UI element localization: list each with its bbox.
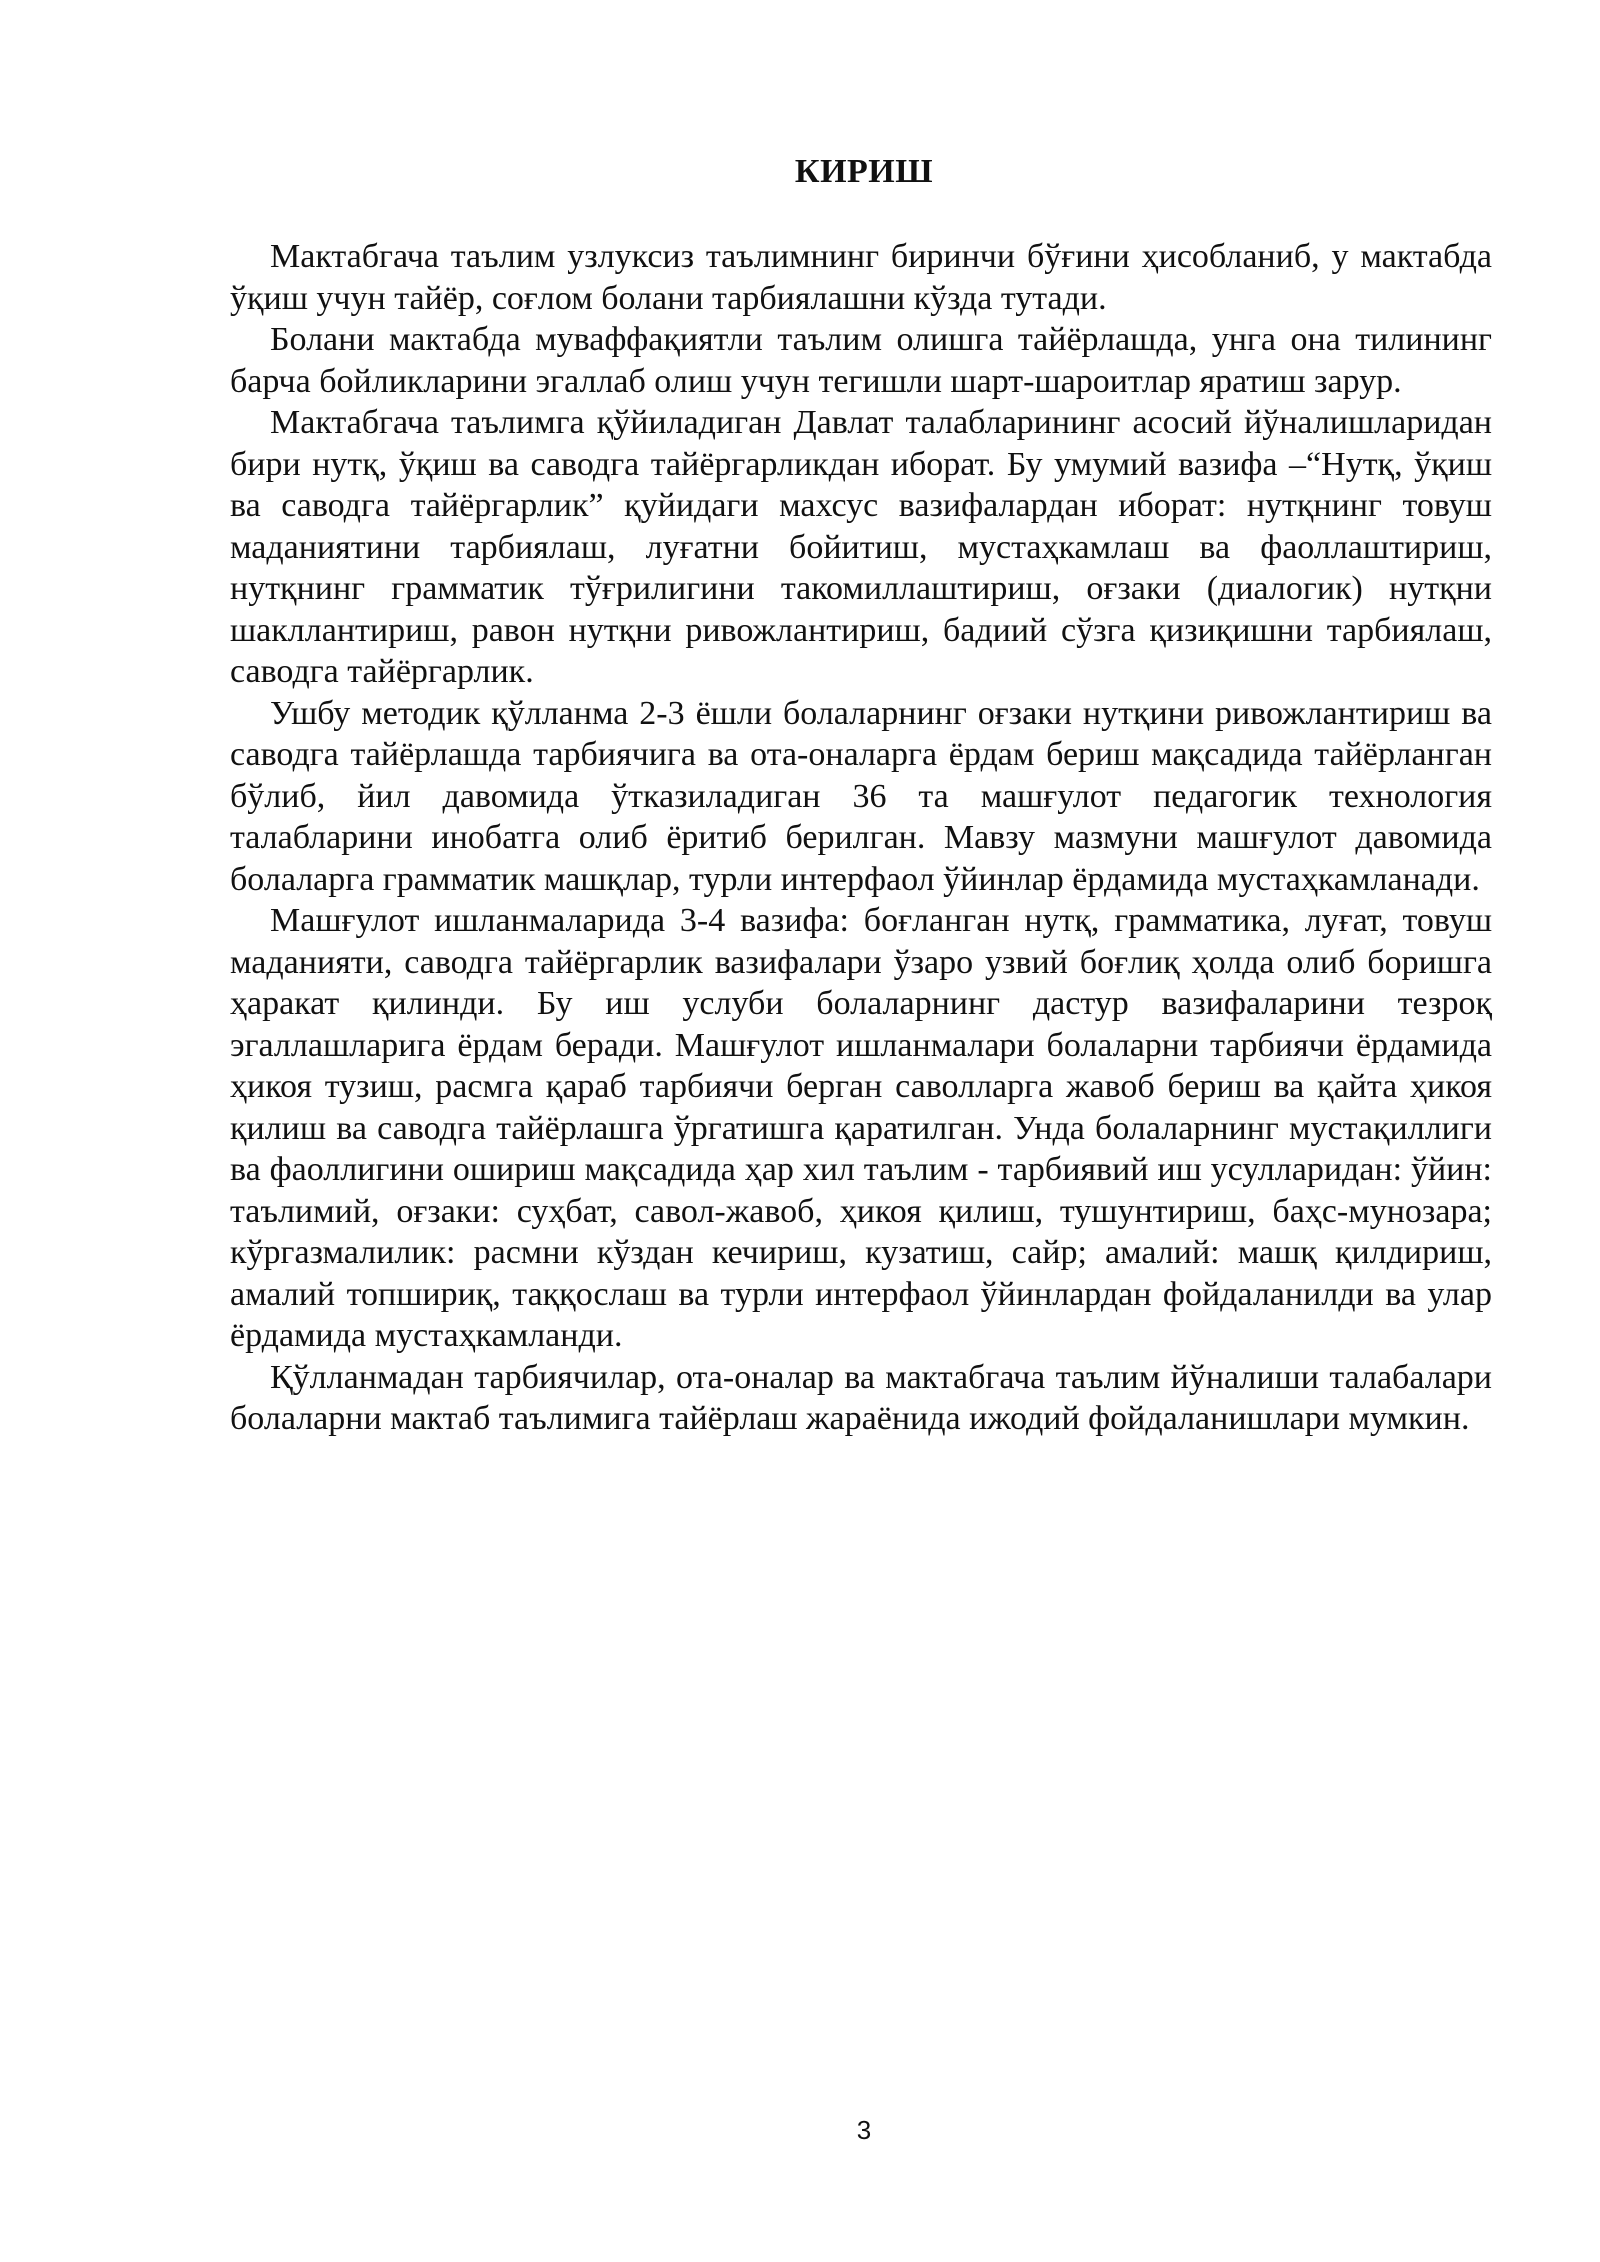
page-title: КИРИШ [794, 153, 934, 190]
paragraph-6: Қўлланмадан тарбиячилар, ота-оналар ва мактабгача таълим йўналиши талабалари болаларни мактаб таълимига тайёрлаш жараёнида ижодий фойдаланишлари мумкин. [230, 1358, 1492, 1437]
paragraph-2: Болани мактабда муваффақиятли таълим олишга тайёрлашда, унга она тилининг барча бойликларини эгаллаб олиш учун тегишли шарт-шароитлар яратиш зарур. [230, 321, 1492, 400]
page-number: 3 [856, 2115, 872, 2145]
paragraph-3: Мактабгача таълимга қўйиладиган Давлат талабларининг асосий йўналишларидан бири нутқ, ўқиш ва саводга тайёргарликдан иборат. Бу умумий вазифа –“Нутқ, ўқиш ва саводга тайёргарлик” қуйидаги махсус вазифалардан иборат: нутқнинг товуш маданиятини тарбиялаш, луғатни бойитиш, мустаҳкамлаш ва фаоллаштириш, нутқнинг грамматик тўғрилигини такомиллаштириш, оғзаки (диалогик) нутқни шакллантириш, равон нутқни ривожлантириш, бадиий сўзга қизиқишни тарбиялаш, саводга тайёргарлик. [230, 404, 1492, 690]
body-text [230, 236, 1492, 1440]
paragraph-4: Ушбу методик қўлланма 2-3 ёшли болаларнинг оғзаки нутқини ривожлантириш ва саводга тайёрлашда тарбиячига ва ота-оналарга ёрдам бериш мақсадида тайёрланган бўлиб, йил давомида ўтказиладиган 36 та машғулот педагогик технология талабларини инобатга олиб ёритиб берилган. Мавзу мазмуни машғулот давомида болаларга грамматик машқлар, турли интерфаол ўйинлар ёрдамида мустаҳкамланади. [230, 694, 1492, 898]
paragraph-1: Мактабгача таълим узлуксиз таълимнинг биринчи бўғини ҳисобланиб, у мактабда ўқиш учун тайёр, соғлом болани тарбиялашни кўзда тутади. [230, 238, 1492, 317]
paragraph-5: Машғулот ишланмаларида 3-4 вазифа: боғланган нутқ, грамматика, луғат, товуш маданияти, саводга тайёргарлик вазифалари ўзаро узвий боғлиқ ҳолда олиб боришга ҳаракат қилинди. Бу иш услуби болаларнинг дастур вазифаларини тезроқ эгаллашларига ёрдам беради. Машғулот ишланмалари болаларни тарбиячи ёрдамида ҳикоя тузиш, расмга қараб тарбиячи берган саволларга жавоб бериш ва қайта ҳикоя қилиш ва саводга тайёрлашга ўргатишга қаратилган. Унда болаларнинг мустақиллиги ва фаоллигини ошириш мақсадида ҳар хил таълим - тарбиявий иш усулларидан: ўйин: таълимий, оғзаки: суҳбат, савол-жавоб, ҳикоя қилиш, тушунтириш, баҳс-мунозара; кўргазмалилик: расмни кўздан кечириш, кузатиш, сайр; амалий: машқ қилдириш, амалий топшириқ, таққослаш ва турли интерфаол ўйинлардан фойдаланилди ва улар ёрдамида мустаҳкамланди. [230, 902, 1492, 1354]
